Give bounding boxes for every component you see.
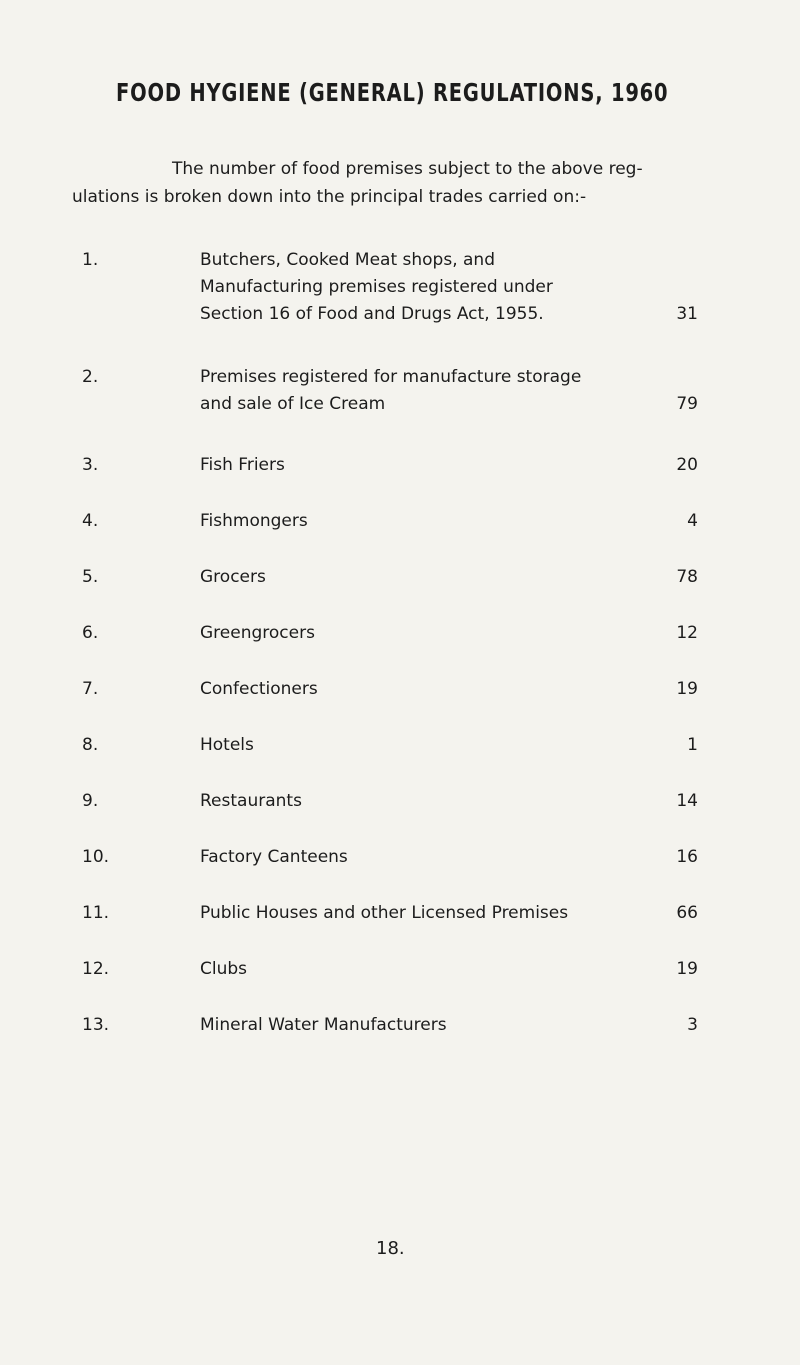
item-count: 20	[676, 455, 698, 475]
item-description-line: Fish Friers	[200, 455, 285, 475]
item-count: 3	[687, 1015, 698, 1035]
item-number: 8.	[82, 735, 99, 755]
item-description-line: Grocers	[200, 567, 266, 587]
item-number: 2.	[82, 367, 99, 387]
item-number: 6.	[82, 623, 99, 643]
item-count: 19	[676, 679, 698, 699]
item-count: 1	[687, 735, 698, 755]
item-number: 7.	[82, 679, 99, 699]
intro-paragraph	[72, 155, 732, 211]
item-count: 31	[676, 304, 698, 324]
item-description-line: Confectioners	[200, 679, 318, 699]
item-description	[200, 452, 670, 479]
item-description-line: Restaurants	[200, 791, 302, 811]
item-description-line: Butchers, Cooked Meat shops, and	[200, 250, 495, 270]
item-description	[200, 564, 670, 591]
item-description	[200, 732, 670, 759]
item-number: 11.	[82, 903, 110, 923]
item-description-line: Greengrocers	[200, 623, 315, 643]
item-number: 3.	[82, 455, 99, 475]
intro-line: The number of food premises subject to the above reg-	[172, 159, 643, 179]
page-number: 18.	[376, 1238, 405, 1259]
item-count: 66	[676, 903, 698, 923]
item-description	[200, 247, 670, 328]
item-count: 79	[676, 394, 698, 414]
item-count: 12	[676, 623, 698, 643]
item-count: 14	[676, 791, 698, 811]
intro-line: ulations is broken down into the principal trades carried on:-	[72, 187, 587, 207]
item-description-line: Hotels	[200, 735, 254, 755]
item-count: 4	[687, 511, 698, 531]
item-description	[200, 364, 670, 418]
item-count: 78	[676, 567, 698, 587]
item-description-line: Manufacturing premises registered under	[200, 277, 553, 297]
page-title: FOOD HYGIENE (GENERAL) REGULATIONS, 1960	[116, 78, 669, 107]
item-description	[200, 900, 670, 927]
item-number: 1.	[82, 250, 99, 270]
item-description-line: Factory Canteens	[200, 847, 348, 867]
item-description	[200, 620, 670, 647]
item-number: 10.	[82, 847, 110, 867]
item-description	[200, 844, 670, 871]
item-count: 19	[676, 959, 698, 979]
item-description	[200, 676, 670, 703]
item-description	[200, 1012, 670, 1039]
item-description-line: Section 16 of Food and Drugs Act, 1955.	[200, 304, 544, 324]
item-number: 9.	[82, 791, 99, 811]
item-description	[200, 956, 670, 983]
item-description-line: Fishmongers	[200, 511, 308, 531]
item-description	[200, 788, 670, 815]
item-description-line: and sale of Ice Cream	[200, 394, 386, 414]
item-description-line: Mineral Water Manufacturers	[200, 1015, 447, 1035]
item-number: 5.	[82, 567, 99, 587]
item-description-line: Premises registered for manufacture storage	[200, 367, 582, 387]
item-description-line: Clubs	[200, 959, 248, 979]
item-number: 4.	[82, 511, 99, 531]
item-number: 13.	[82, 1015, 110, 1035]
item-description	[200, 508, 670, 535]
item-description-line: Public Houses and other Licensed Premises	[200, 903, 569, 923]
item-count: 16	[676, 847, 698, 867]
item-number: 12.	[82, 959, 110, 979]
